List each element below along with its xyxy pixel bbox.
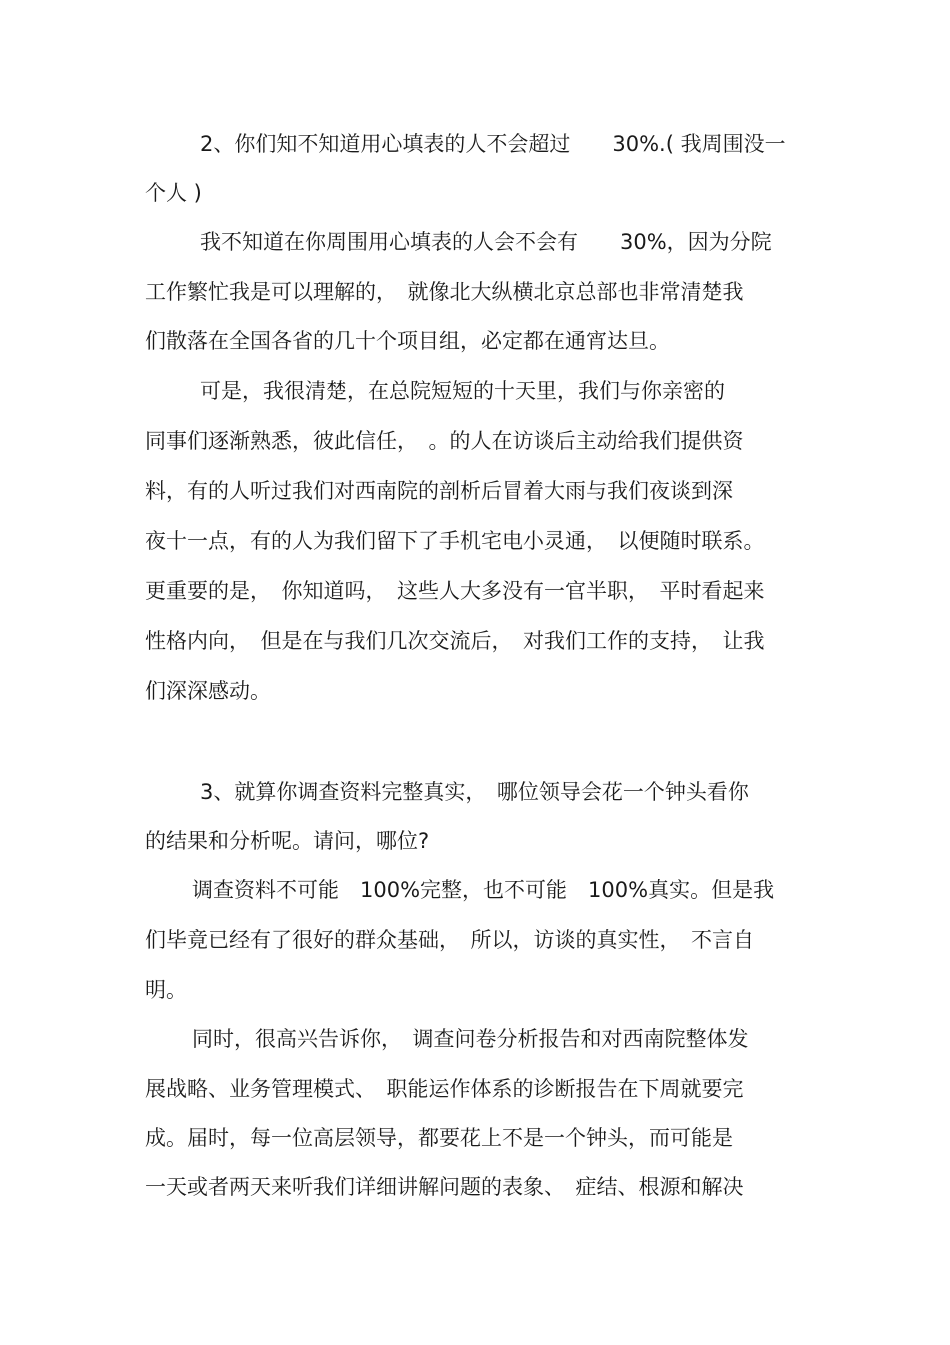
text-line: 工作繁忙我是可以理解的， 就像北大纵横北京总部也非常清楚我 [145, 280, 744, 304]
text-line: 的结果和分析呢。请问，哪位? [145, 829, 430, 853]
text-line: 们深深感动。 [145, 679, 271, 703]
text-line: 同时，很高兴告诉你， 调查问卷分析报告和对西南院整体发 [192, 1027, 749, 1051]
text-line: 个人 ) [145, 181, 202, 205]
text-line: 展战略、业务管理模式、 职能运作体系的诊断报告在下周就要完 [145, 1077, 744, 1101]
text-line: 调查资料不可能 100%完整，也不可能 100%真实。但是我 [192, 878, 775, 902]
text-line: 我不知道在你周围用心填表的人会不会有 30%，因为分院 [200, 230, 772, 254]
text-line: 们散落在全国各省的几十个项目组，必定都在通宵达旦。 [145, 329, 670, 353]
text-line: 明。 [145, 978, 187, 1002]
text-line: 夜十一点，有的人为我们留下了手机宅电小灵通， 以便随时联系。 [145, 529, 765, 553]
text-line: 成。届时，每一位高层领导，都要花上不是一个钟头，而可能是 [145, 1126, 733, 1150]
text-line: 性格内向， 但是在与我们几次交流后， 对我们工作的支持， 让我 [145, 629, 765, 653]
text-line: 2、你们知不知道用心填表的人不会超过 30%.( 我周围没一 [200, 132, 786, 156]
text-line: 料，有的人听过我们对西南院的剖析后冒着大雨与我们夜谈到深 [145, 479, 733, 503]
text-line: 更重要的是， 你知道吗， 这些人大多没有一官半职， 平时看起来 [145, 579, 765, 603]
text-line: 3、就算你调查资料完整真实， 哪位领导会花一个钟头看你 [200, 780, 749, 804]
text-line: 们毕竟已经有了很好的群众基础， 所以，访谈的真实性， 不言自 [145, 928, 754, 952]
text-line: 可是，我很清楚，在总院短短的十天里，我们与你亲密的 [200, 379, 725, 403]
text-line: 一天或者两天来听我们详细讲解问题的表象、 症结、根源和解决 [145, 1175, 744, 1199]
text-line: 同事们逐渐熟悉，彼此信任， 。的人在访谈后主动给我们提供资 [145, 429, 744, 453]
